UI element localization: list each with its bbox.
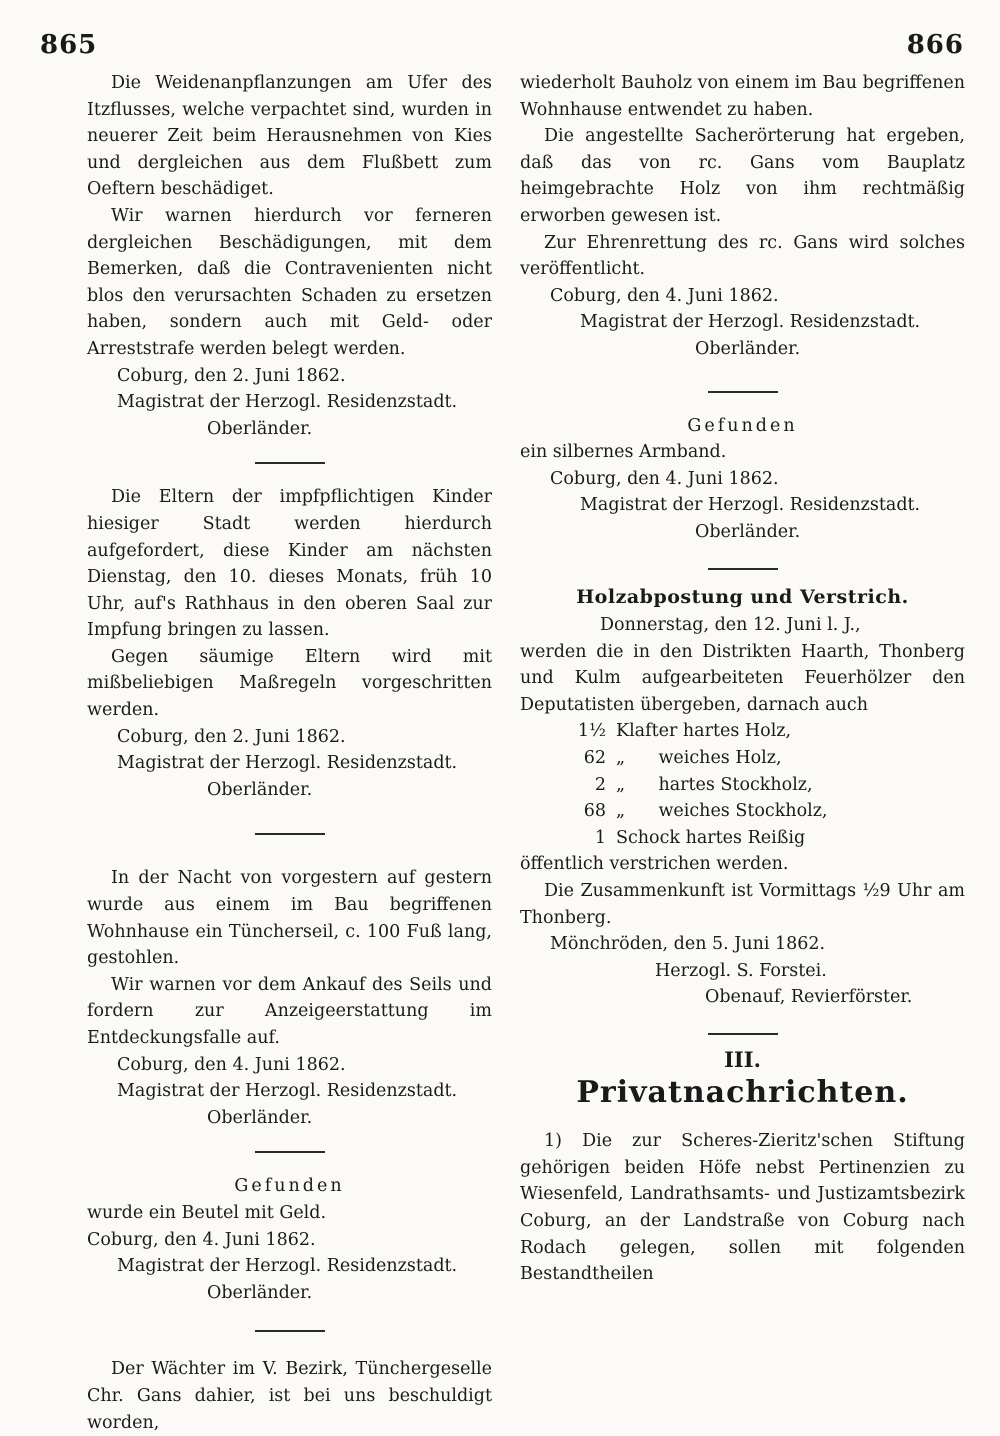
section-title: Privatnachrichten. xyxy=(576,1074,909,1110)
authority: Magistrat der Herzogl. Residenzstadt. xyxy=(117,392,458,413)
signature: Oberländer. xyxy=(207,1282,313,1303)
signature: Oberländer. xyxy=(207,1107,313,1128)
place-date: Coburg, den 4. Juni 1862. xyxy=(117,1054,346,1075)
notice-stiftung xyxy=(520,1128,965,1288)
place-date: Coburg, den 2. Juni 1862. xyxy=(117,726,346,747)
item-quantity: 2 xyxy=(594,774,606,795)
divider-rule xyxy=(255,1151,325,1153)
authority: Herzogl. S. Forstei. xyxy=(655,960,827,981)
notice-tuenchersei xyxy=(87,865,492,1131)
authority: Magistrat der Herzogl. Residenzstadt. xyxy=(117,1081,458,1102)
authority: Magistrat der Herzogl. Residenzstadt. xyxy=(117,1256,458,1277)
notice-text: In der Nacht von vorgestern auf gestern wurde aus einem im Bau begriffenen Wohnhause ein Tüncherseil, c. 100 Fuß lang, gestohlen. xyxy=(87,868,492,969)
section-number: III. xyxy=(724,1047,761,1072)
notice-text: Wir warnen vor dem Ankauf des Seils und fordern zur Anzeigeerstattung im Entdeckungsfalle auf. xyxy=(87,974,492,1048)
list-item xyxy=(520,745,965,772)
item-description: „ weiches Stockholz, xyxy=(616,801,828,822)
notice-waechter-continued xyxy=(520,70,965,363)
notice-heading: Holzabpostung und Verstrich. xyxy=(576,585,909,608)
signature: Oberländer. xyxy=(695,338,801,359)
notice-holzabpostung xyxy=(520,584,965,1012)
notice-text: Die Eltern der impfpflichtigen Kinder hiesiger Stadt werden hierdurch aufgefordert, diese Kinder am nächsten Dienstag, den 10. dieses Monats, früh 10 Uhr, auf's Rathhaus in den oberen Saal zur Impfung bringen zu lassen. xyxy=(87,487,492,641)
item-quantity: 1 xyxy=(594,827,606,848)
item-description: „ hartes Stockholz, xyxy=(616,774,813,795)
divider-rule xyxy=(255,462,325,464)
notice-waechter xyxy=(87,1356,492,1436)
list-item xyxy=(520,772,965,799)
notice-gefunden-armband xyxy=(520,413,965,546)
item-description: Klafter hartes Holz, xyxy=(616,721,792,742)
authority: Magistrat der Herzogl. Residenzstadt. xyxy=(580,495,921,516)
notice-text: wiederholt Bauholz von einem im Bau begriffenen Wohnhause entwendet zu haben. xyxy=(520,73,965,120)
notice-text: 1) Die zur Scheres-Zieritz'schen Stiftung gehörigen beiden Höfe nebst Pertinenzien zu Wiesenfeld, Landrathsamts- und Justizamtsbezirk Coburg, an der Landstraße von Coburg nach Rodach gelegen, sollen mit folgenden Bestandtheilen xyxy=(520,1131,965,1285)
notice-text: Der Wächter im V. Bezirk, Tünchergeselle Chr. Gans dahier, ist bei uns beschuldigt worden, xyxy=(87,1359,492,1433)
divider-rule xyxy=(255,1330,325,1332)
left-column xyxy=(87,70,492,1436)
notice-text: werden die in den Distrikten Haarth, Thonberg und Kulm aufgearbeiteten Feuerhölzer den Deputatisten übergeben, darnach auch xyxy=(520,641,965,715)
item-description: „ weiches Holz, xyxy=(616,748,782,769)
signature: Oberländer. xyxy=(695,521,801,542)
item-description: Schock hartes Reißig xyxy=(616,827,806,848)
place-date: Mönchröden, den 5. Juni 1862. xyxy=(550,934,826,955)
authority: Magistrat der Herzogl. Residenzstadt. xyxy=(117,753,458,774)
notice-text: Zur Ehrenrettung des rc. Gans wird solches veröffentlicht. xyxy=(520,232,965,280)
divider-rule xyxy=(708,1033,778,1035)
notice-text: öffentlich verstrichen werden. xyxy=(520,854,789,875)
page-number-left: 865 xyxy=(40,30,98,60)
notice-impfung xyxy=(87,484,492,803)
item-quantity: 68 xyxy=(583,801,606,822)
right-column xyxy=(520,70,965,1288)
signature: Oberländer. xyxy=(207,418,313,439)
divider-rule xyxy=(255,833,325,835)
notice-gefunden-beutel xyxy=(87,1173,492,1306)
notice-text: Wir warnen hierdurch vor ferneren dergleichen Beschädigungen, mit dem Bemerken, daß die Contravenienten nicht blos den verursachten Schaden zu ersetzen haben, sondern auch mit Geld- oder Arreststrafe werden belegt werden. xyxy=(87,205,492,359)
signature: Obenauf, Revierförster. xyxy=(705,987,913,1008)
list-item xyxy=(520,718,965,745)
signature: Oberländer. xyxy=(207,779,313,800)
item-quantity: 1½ xyxy=(577,721,606,742)
notice-heading: Gefunden xyxy=(687,415,798,436)
divider-rule xyxy=(708,568,778,570)
list-item xyxy=(520,825,965,852)
authority: Magistrat der Herzogl. Residenzstadt. xyxy=(580,312,921,333)
item-quantity: 62 xyxy=(583,748,606,769)
date-line: Donnerstag, den 12. Juni l. J., xyxy=(600,615,861,636)
wood-amounts-list xyxy=(520,718,965,851)
notice-text: Die angestellte Sacherörterung hat ergeben, daß das von rc. Gans vom Bauplatz heimgebrachte Holz von ihm rechtmäßig erworben gewesen ist. xyxy=(520,126,965,226)
notice-text: Die Zusammenkunft ist Vormittags ½9 Uhr am Thonberg. xyxy=(520,881,965,928)
notice-weidenanpflanzungen xyxy=(87,70,492,442)
place-date: Coburg, den 2. Juni 1862. xyxy=(117,365,346,386)
notice-text: wurde ein Beutel mit Geld. xyxy=(87,1202,327,1223)
list-item xyxy=(520,798,965,825)
notice-text: ein silbernes Armband. xyxy=(520,442,727,463)
place-date: Coburg, den 4. Juni 1862. xyxy=(87,1229,316,1250)
notice-heading: Gefunden xyxy=(234,1176,345,1197)
divider-rule xyxy=(708,391,778,393)
notice-text: Gegen säumige Eltern wird mit mißbeliebigen Maßregeln vorgeschritten werden. xyxy=(87,646,492,721)
section-privatnachrichten xyxy=(520,1047,965,1110)
notice-text: Die Weidenanpflanzungen am Ufer des Itzflusses, welche verpachtet sind, wurden in neuerer Zeit beim Herausnehmen von Kies und dergleichen aus dem Flußbett zum Oeftern beschädiget. xyxy=(87,73,492,200)
page-number-right: 866 xyxy=(906,30,964,60)
place-date: Coburg, den 4. Juni 1862. xyxy=(550,468,779,489)
place-date: Coburg, den 4. Juni 1862. xyxy=(550,285,779,306)
